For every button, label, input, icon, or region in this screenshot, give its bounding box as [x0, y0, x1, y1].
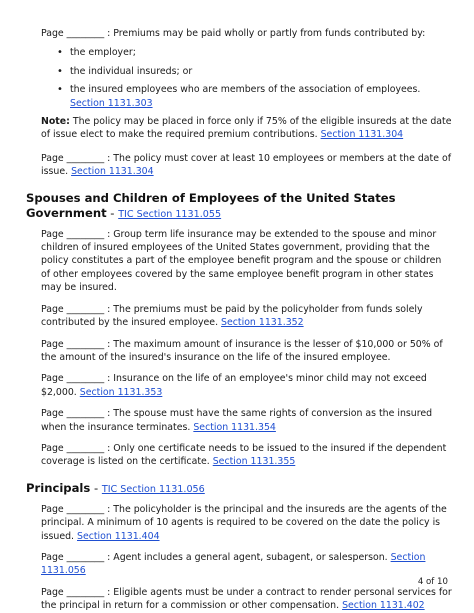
- minor-child-limit-paragraph: Page ________ : Insurance on the life of an employee's minor child may not exceed $2,000. Section 1131.353: [41, 373, 427, 398]
- premium-sources-paragraph: Page ________ : Premiums may be paid wholly or partly from funds contributed by:: [41, 28, 426, 39]
- list-item: • the individual insureds; or: [70, 65, 452, 78]
- list-item: • the employer;: [70, 46, 452, 59]
- section-link-1131-402[interactable]: Section 1131.402: [342, 600, 425, 612]
- section-link-1131-352[interactable]: Section 1131.352: [221, 317, 304, 329]
- agent-definition-paragraph: Page ________ : Agent includes a general agent, subagent, or salesperson. Section 1131.056: [41, 551, 426, 577]
- section-link-1131-303[interactable]: Section 1131.303: [70, 97, 153, 109]
- principal-agents-paragraph: Page ________ : The policyholder is the principal and the insureds are the agents of the principal. A minimum of 10 agents is required to be covered on the date the policy is issued. Section 1131.404: [41, 503, 447, 542]
- section-link-1131-404[interactable]: Section 1131.404: [77, 530, 160, 542]
- eligible-agents-paragraph: Page ________ : Eligible agents must be under a contract to render personal services for the principal in return for a commission or other compensation. Section 1131.402: [41, 586, 452, 612]
- tic-section-link-1131-056[interactable]: TIC Section 1131.056: [101, 483, 205, 495]
- section-link-1131-354[interactable]: Section 1131.354: [193, 421, 276, 433]
- certificate-paragraph: Page ________ : Only one certificate needs to be issued to the insured if the dependent coverage is listed on the certificate. Section 1131.355: [41, 442, 447, 468]
- note-label: Note:: [41, 116, 70, 128]
- section-heading-principals: Principals - TIC Section 1131.056: [26, 480, 205, 495]
- spouse-max-amount-paragraph: Page ________ : The maximum amount of insurance is the lesser of $10,000 or 50% of the amount of the insured's insurance on the life of the insured employee.: [41, 338, 443, 363]
- page-number: 4 of 10: [417, 577, 448, 587]
- section-heading-spouses-children: Spouses and Children of Employees of the United States Government - TIC Section 1131.055: [26, 190, 396, 220]
- list-item: • the insured employees who are members of the association of employees. Section 1131.303: [70, 83, 452, 110]
- section-link-1131-056[interactable]: Section 1131.056: [41, 551, 426, 577]
- section-link-1131-355[interactable]: Section 1131.355: [212, 456, 296, 468]
- note-paragraph: Note: The policy may be placed in force only if 75% of the eligible insureds at the date of issue elect to make the required premium contributions. Section 1131.304: [41, 116, 452, 141]
- spouse-conversion-paragraph: Page ________ : The spouse must have the same rights of conversion as the insured when the insurance terminates. Section 1131.354: [41, 408, 433, 433]
- page-content: [26, 0, 452, 613]
- minimum-coverage-paragraph: Page ________ : The policy must cover at least 10 employees or members at the date of issue. Section 1131.304: [41, 152, 452, 178]
- section-link-1131-304[interactable]: Section 1131.304: [320, 129, 404, 141]
- spouse-premium-paragraph: Page ________ : The premiums must be paid by the policyholder from funds solely contributed by the insured employee. Section 1131.352: [41, 303, 423, 329]
- spouse-extension-paragraph: Page ________ : Group term life insurance may be extended to the spouse and minor children of insured employees of the United States government, providing that the policy constitutes a part of the employee benefit program and the spouse or children of other employees covered by the same employee benefit program in other states may be insured.: [41, 228, 442, 294]
- premium-sources-list: [26, 46, 452, 110]
- section-link-1131-353[interactable]: Section 1131.353: [79, 386, 163, 398]
- section-link-1131-304-b[interactable]: Section 1131.304: [71, 166, 154, 178]
- tic-section-link-1131-055[interactable]: TIC Section 1131.055: [118, 208, 222, 220]
